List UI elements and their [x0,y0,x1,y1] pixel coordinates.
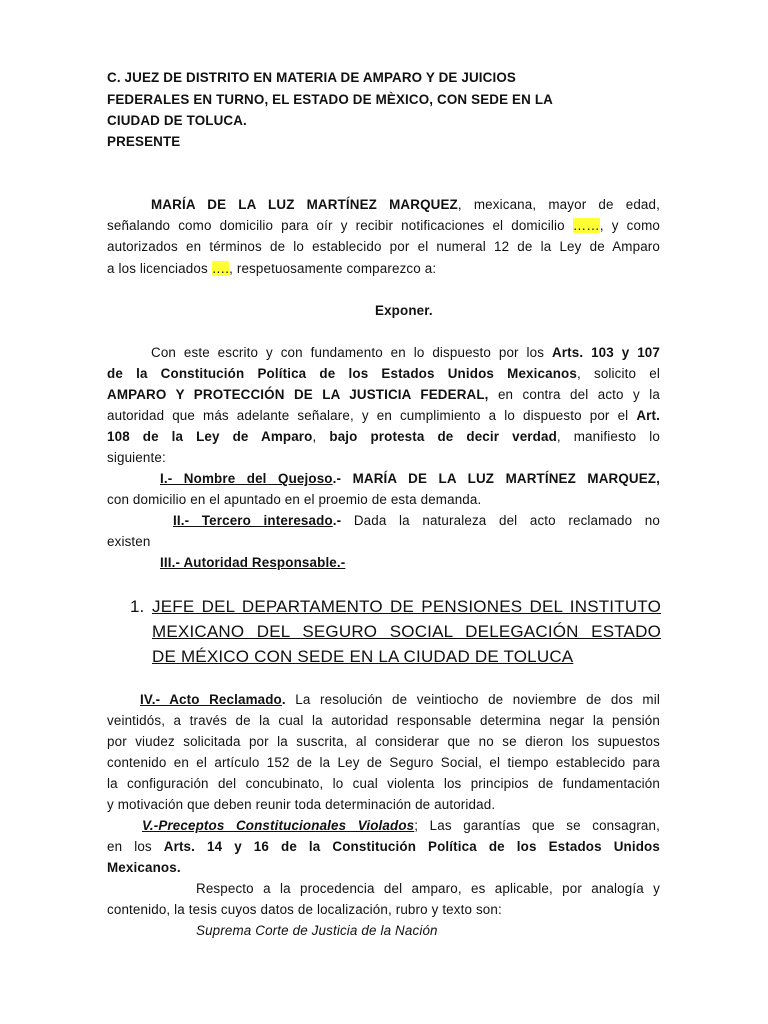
addressee-line-4: PRESENTE [107,134,181,149]
body-line-3-rest: en contra del acto y la [497,387,660,402]
acto-line-5: la configuración del concubinato, lo cual violenta los principios de fundamentación [107,776,660,791]
acto-line-3: por viudez solicitada por la suscrita, al considerar que no se dieron los supuestos [107,734,660,749]
intro-line-1-rest: , mexicana, mayor de edad, [457,197,660,212]
section-2-line-2: existen [107,534,151,549]
intro-line-2-a: señalando como domicilio para oír y recibir notificaciones el domicilio [107,218,565,233]
body-line-3 [107,384,660,405]
body-line-5 [107,426,660,447]
addressee-line-1: C. JUEZ DE DISTRITO EN MATERIA DE AMPARO Y DE JUICIOS [107,70,516,85]
section-1-line-1 [160,468,660,489]
section-1-sep: .- [332,471,342,486]
exponer-heading: Exponer. [375,303,433,318]
acto-line-2: veintidós, a través de la cual la autoridad responsable determina negar la pensión [107,713,660,728]
closing-line-1: Respecto a la procedencia del amparo, es aplicable, por analogía y [196,881,660,896]
section-1-label: I.- Nombre del Quejoso [160,471,333,486]
address-placeholder: …… [572,218,600,233]
section-2-label: II.- Tercero interesado [173,513,333,528]
amparo-request: AMPARO Y PROTECCIÓN DE LA JUSTICIA FEDERAL, [107,387,489,402]
comma: , [312,429,317,444]
body-line-5-rest: , manifiesto lo [556,429,660,444]
closing-line-2: contenido, la tesis cuyos datos de localización, rubro y texto son: [107,902,502,917]
intro-line-4 [107,258,660,279]
plaintiff-name: MARÍA DE LA LUZ MARTÍNEZ MARQUEZ [151,197,458,212]
body-line-1 [151,342,660,363]
acto-line-1-rest: La resolución de veintiocho de noviembre de dos mil [295,692,660,707]
body-line-2 [107,363,660,384]
intro-line-4-a: a los licenciados [107,261,208,276]
articles-ref: Arts. 103 y 107 [551,345,660,360]
body-line-2-rest: , solicito el [576,366,660,381]
body-line-4-a: autoridad que más adelante señalare, y en cumplimiento a lo dispuesto por el [107,408,629,423]
acto-line-4: contenido en el artículo 152 de la Ley de Seguro Social, el tiempo establecido para [107,755,660,770]
section-3-label: III.- Autoridad Responsable.- [160,555,346,570]
acto-sep: . [281,692,286,707]
intro-line-4-b: , respetuosamente comparezco a: [229,261,437,276]
section-1-value: MARÍA DE LA LUZ MARTÍNEZ MARQUEZ, [352,471,661,486]
addressee-line-3: CIUDAD DE TOLUCA. [107,113,247,128]
intro-line-3: autorizados en términos de lo establecido por el numeral 12 de la Ley de Amparo [107,239,660,254]
articles-14-16-ref: Arts. 14 y 16 de la Constitución Política de los Estados Unidos [163,839,660,854]
closing-line-3: Suprema Corte de Justicia de la Nación [196,923,438,938]
preceptos-line-1 [142,815,660,836]
section-1-line-2: con domicilio en el apuntado en el proemio de esta demanda. [107,492,482,507]
acto-line-6: y motivación que deben reunir toda determinación de autoridad. [107,797,496,812]
intro-line-2-b: , y como [599,218,660,233]
protesta-phrase: bajo protesta de decir verdad [329,429,557,444]
section-2-sep: .- [332,513,342,528]
intro-line-1 [107,194,660,215]
authority-line-2: MEXICANO DEL SEGURO SOCIAL DELEGACIÓN ESTADO [152,622,661,641]
body-line-6: siguiente: [107,450,166,465]
art-word: Art. [636,408,660,423]
authority-number: 1. [130,597,145,616]
authority-line-3: DE MÉXICO CON SEDE EN LA CIUDAD DE TOLUCA [152,647,574,666]
section-2-line-1 [173,510,660,531]
preceptos-line-1-rest: ; Las garantías que se consagran, [414,818,660,833]
body-line-1-a: Con este escrito y con fundamento en lo dispuesto por los [151,345,545,360]
authority-line-1: JEFE DEL DEPARTAMENTO DE PENSIONES DEL INSTITUTO [152,597,661,616]
acto-line-1 [140,689,660,710]
preceptos-label: V.-Preceptos Constitucionales Violados [142,818,415,833]
lawyers-placeholder: …. [211,261,230,276]
acto-label: IV.- Acto Reclamado [140,692,282,707]
preceptos-line-2 [107,836,660,857]
section-2-value: Dada la naturaleza del acto reclamado no [353,513,661,528]
preceptos-line-3: Mexicanos. [107,860,181,875]
ley-amparo-ref: 108 de la Ley de Amparo [107,429,313,444]
body-line-4 [107,405,660,426]
intro-line-2 [107,215,660,236]
preceptos-line-2-a: en los [107,839,152,854]
addressee-line-2: FEDERALES EN TURNO, EL ESTADO DE MÈXICO, CON SEDE EN LA [107,92,553,107]
constitution-ref: de la Constitución Política de los Estados Unidos Mexicanos [107,366,577,381]
